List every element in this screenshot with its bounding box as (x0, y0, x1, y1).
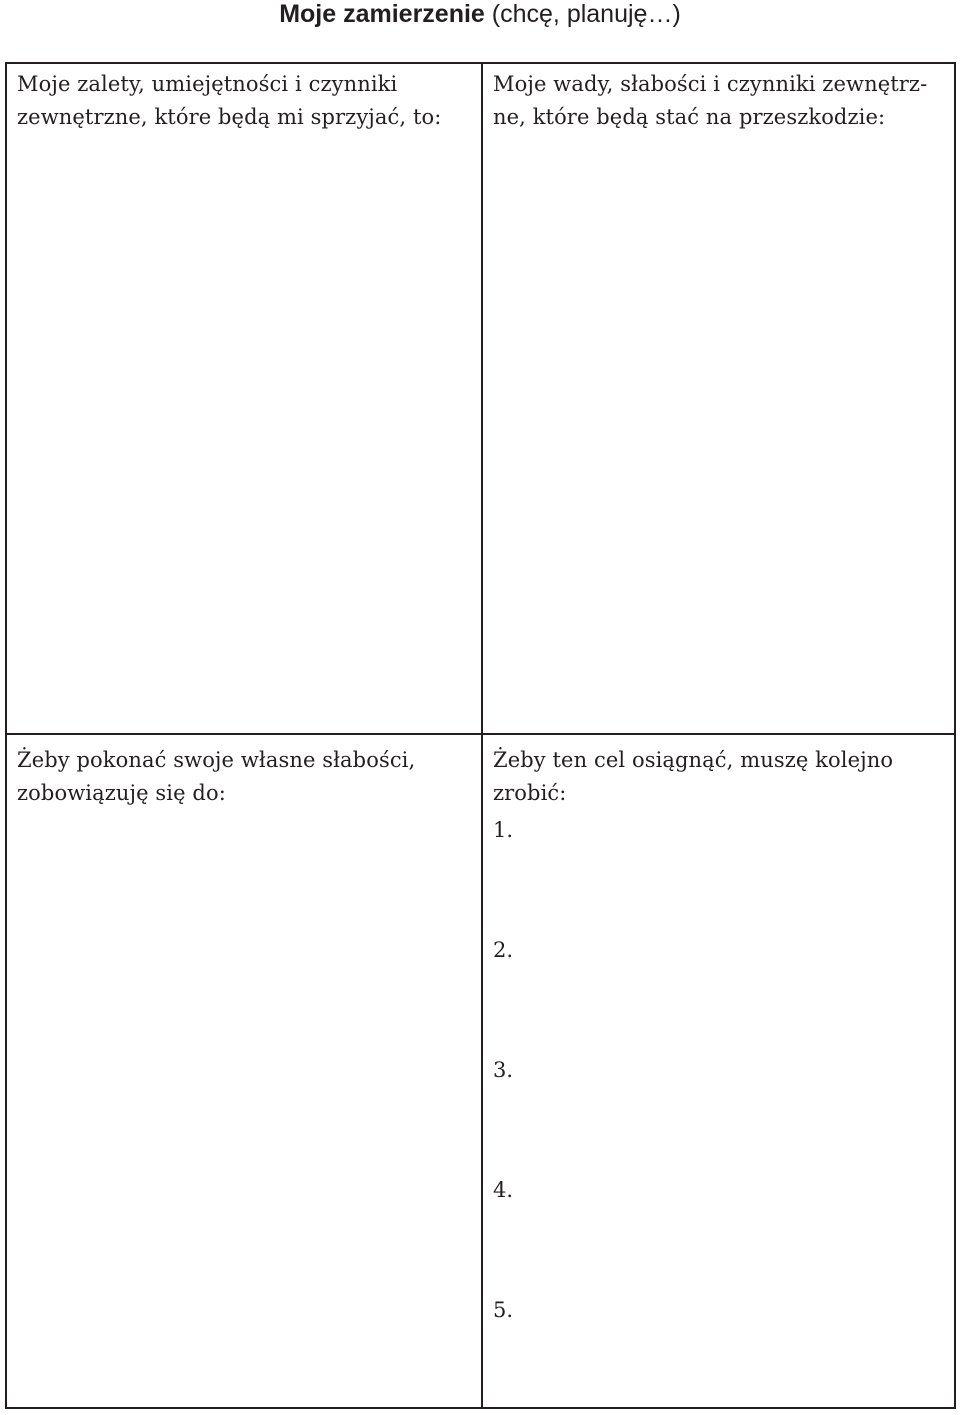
steps-heading-line-1: Żeby ten cel osiągnąć, muszę kolejno (493, 748, 894, 772)
step-number-2: 2. (493, 938, 514, 962)
steps-cell-heading (493, 744, 893, 810)
step-number-5: 5. (493, 1298, 514, 1322)
vertical-divider (481, 64, 483, 1407)
commitment-cell-heading (17, 744, 415, 810)
commitment-heading-line-2: zobowiązuję się do: (17, 781, 226, 805)
horizontal-divider (7, 733, 954, 735)
page-title (0, 0, 960, 28)
strengths-heading-line-2: zewnętrzne, które będą mi sprzyjać, to: (17, 105, 442, 129)
step-number-3: 3. (493, 1058, 514, 1082)
step-number-4: 4. (493, 1178, 514, 1202)
worksheet-grid (5, 62, 956, 1409)
weaknesses-heading-line-2: ne, które będą stać na przeszkodzie: (493, 105, 886, 129)
step-number-1: 1. (493, 818, 514, 842)
steps-heading-line-2: zrobić: (493, 781, 567, 805)
title-subtitle: (chcę, planuję…) (491, 0, 681, 28)
weaknesses-cell-heading (493, 68, 927, 134)
strengths-cell-heading (17, 68, 441, 134)
title-bold: Moje zamierzenie (279, 0, 485, 28)
strengths-heading-line-1: Moje zalety, umiejętności i czynniki (17, 72, 398, 96)
weaknesses-heading-line-1: Moje wady, słabości i czynniki zewnętrz- (493, 72, 928, 96)
commitment-heading-line-1: Żeby pokonać swoje własne słabości, (17, 748, 416, 772)
